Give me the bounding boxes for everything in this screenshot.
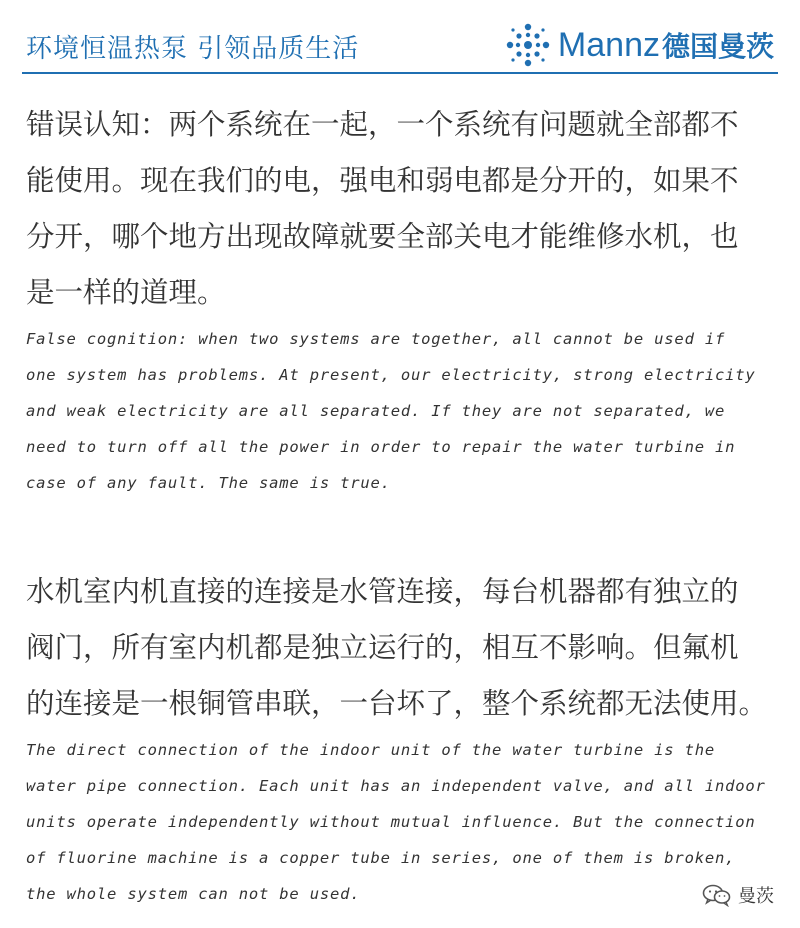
cn-line: 阀门，所有室内机都是独立运行的，相互不影响。但氟机 bbox=[26, 631, 739, 664]
en-line: and weak electricity are all separated. If they are not separated, we bbox=[26, 402, 726, 420]
cn-line: 的连接是一根铜管串联，一台坏了，整个系统都无法使用。 bbox=[26, 687, 768, 720]
en-line: The direct connection of the indoor unit of the water turbine is the bbox=[26, 741, 715, 759]
page-header bbox=[22, 0, 778, 73]
wechat-watermark bbox=[702, 882, 774, 908]
cn-line: 是一样的道理。 bbox=[26, 276, 226, 309]
cn-line: 分开，哪个地方出现故障就要全部关电才能维修水机，也 bbox=[26, 220, 739, 253]
chinese-paragraph bbox=[26, 564, 776, 732]
en-line: case of any fault. The same is true. bbox=[26, 474, 391, 492]
en-line: of fluorine machine is a copper tube in series, one of them is broken, bbox=[26, 849, 736, 867]
en-line: one system has problems. At present, our electricity, strong electricity bbox=[26, 366, 756, 384]
en-line: water pipe connection. Each unit has an independent valve, and all indoor bbox=[26, 777, 766, 795]
header-divider bbox=[22, 72, 778, 74]
watermark-text: 曼茨 bbox=[738, 886, 774, 907]
en-line: need to turn off all the power in order to repair the water turbine in bbox=[26, 438, 736, 456]
en-line: the whole system can not be used. bbox=[26, 885, 361, 903]
cn-line: 水机室内机直接的连接是水管连接，每台机器都有独立的 bbox=[26, 575, 739, 608]
en-line: units operate independently without mutual influence. But the connection bbox=[26, 813, 756, 831]
english-paragraph bbox=[26, 321, 776, 501]
cn-line: 错误认知：两个系统在一起，一个系统有问题就全部都不 bbox=[26, 108, 739, 141]
wechat-icon bbox=[702, 883, 732, 907]
header-slogan: 环境恒温热泵 引领品质生活 bbox=[26, 34, 360, 64]
chinese-paragraph bbox=[26, 97, 776, 321]
en-line: False cognition: when two systems are together, all cannot be used if bbox=[26, 330, 726, 348]
brand-name-chinese: 德国曼茨 bbox=[661, 30, 774, 63]
brand-name: Mannz bbox=[557, 25, 660, 64]
section-misconception bbox=[26, 97, 776, 501]
brand-block bbox=[504, 20, 774, 70]
cn-line: 能使用。现在我们的电，强电和弱电都是分开的，如果不 bbox=[26, 164, 739, 197]
english-paragraph bbox=[26, 732, 776, 912]
mannz-logo-icon bbox=[504, 21, 552, 69]
section-connection bbox=[26, 564, 776, 912]
